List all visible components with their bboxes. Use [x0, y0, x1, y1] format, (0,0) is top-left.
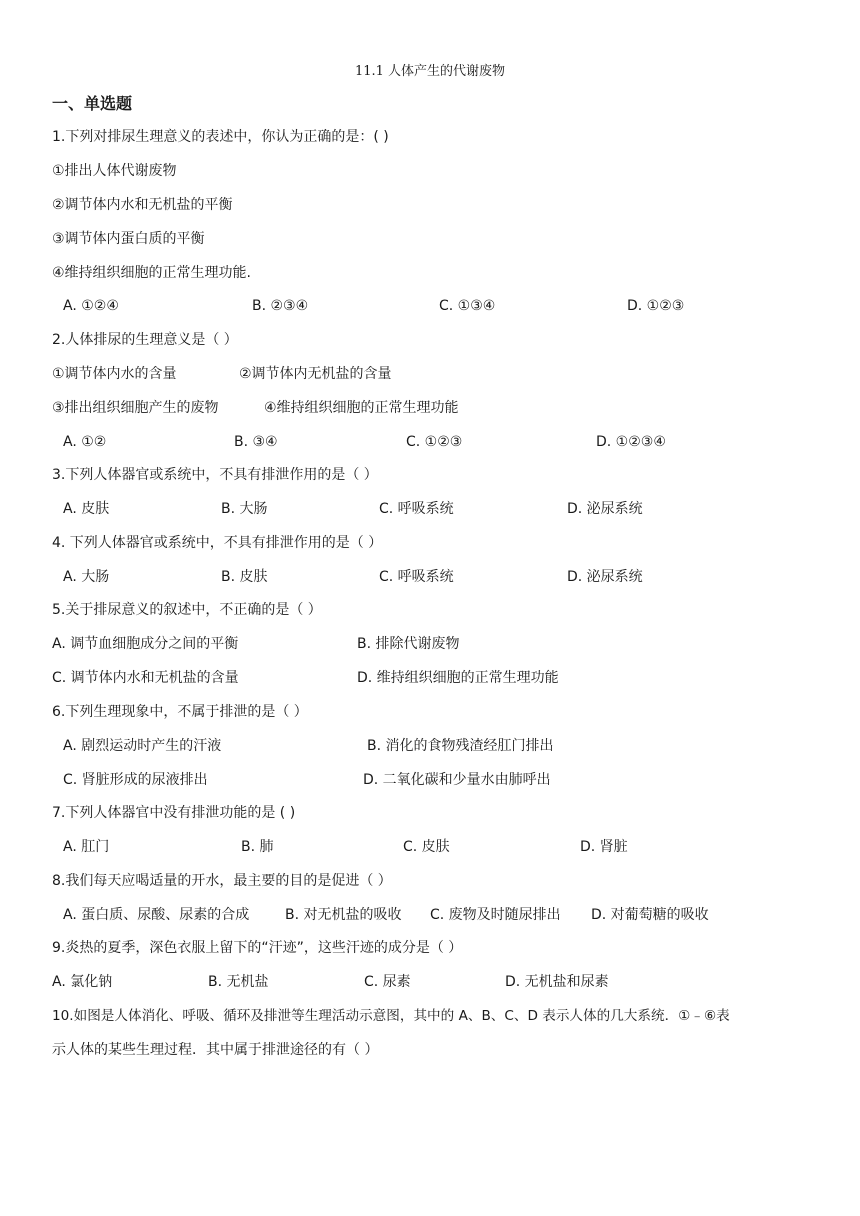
- question-3-stem: 3.下列人体器官或系统中，不具有排泄作用的是（ ）: [52, 467, 378, 483]
- question-7-option-a: A. 肛门: [63, 839, 110, 855]
- question-9-option-a: A. 氯化钠: [52, 974, 113, 990]
- question-2-option-c: C. ①②③: [406, 434, 463, 450]
- question-2-option-d: D. ①②③④: [596, 434, 666, 450]
- question-2-option-b: B. ③④: [234, 434, 278, 450]
- question-7-option-b: B. 肺: [241, 839, 274, 855]
- question-5-option-b: B. 排除代谢废物: [357, 636, 460, 652]
- question-4-option-d: D. 泌尿系统: [567, 569, 643, 585]
- question-10-stem-line-1: 10.如图是人体消化、呼吸、循环及排泄等生理活动示意图，其中的 A、B、C、D 表示人体的几大系统．①﹣⑥表: [52, 1008, 730, 1024]
- question-7-option-c: C. 皮肤: [403, 839, 450, 855]
- page-title: 11.1 人体产生的代谢废物: [354, 64, 506, 79]
- question-5-option-c: C. 调节体内水和无机盐的含量: [52, 670, 239, 686]
- question-4-stem: 4. 下列人体器官或系统中，不具有排泄作用的是（ ）: [52, 535, 383, 551]
- question-9-option-b: B. 无机盐: [208, 974, 269, 990]
- question-2-statement-1: ①调节体内水的含量: [52, 366, 177, 382]
- question-8-option-a: A. 蛋白质、尿酸、尿素的合成: [63, 907, 250, 923]
- question-1-option-c: C. ①③④: [439, 298, 496, 314]
- question-4-option-b: B. 皮肤: [221, 569, 268, 585]
- question-9-option-d: D. 无机盐和尿素: [505, 974, 609, 990]
- question-7-option-d: D. 肾脏: [580, 839, 628, 855]
- question-1-statement-2: ②调节体内水和无机盐的平衡: [52, 197, 233, 213]
- question-1-option-b: B. ②③④: [252, 298, 309, 314]
- question-7-stem: 7.下列人体器官中没有排泄功能的是 ( ): [52, 805, 296, 821]
- question-3-option-d: D. 泌尿系统: [567, 501, 643, 517]
- question-2-statement-4: ④维持组织细胞的正常生理功能: [264, 400, 459, 416]
- question-8-option-c: C. 废物及时随尿排出: [430, 907, 561, 923]
- question-8-option-d: D. 对葡萄糖的吸收: [591, 907, 709, 923]
- question-1-statement-4: ④维持组织细胞的正常生理功能.: [52, 265, 252, 281]
- question-5-stem: 5.关于排尿意义的叙述中，不正确的是（ ）: [52, 602, 322, 618]
- question-8-option-b: B. 对无机盐的吸收: [285, 907, 402, 923]
- question-6-option-c: C. 肾脏形成的尿液排出: [63, 772, 208, 788]
- question-1-option-a: A. ①②④: [63, 298, 119, 314]
- question-1-statement-1: ①排出人体代谢废物: [52, 163, 177, 179]
- question-10-stem-line-2: 示人体的某些生理过程．其中属于排泄途径的有（ ）: [52, 1042, 379, 1058]
- question-8-stem: 8.我们每天应喝适量的开水，最主要的目的是促进（ ）: [52, 873, 392, 889]
- question-3-option-b: B. 大肠: [221, 501, 268, 517]
- question-1-statement-3: ③调节体内蛋白质的平衡: [52, 231, 205, 247]
- question-3-option-c: C. 呼吸系统: [379, 501, 454, 517]
- question-6-stem: 6.下列生理现象中，不属于排泄的是（ ）: [52, 704, 308, 720]
- question-4-option-a: A. 大肠: [63, 569, 110, 585]
- question-9-option-c: C. 尿素: [364, 974, 411, 990]
- section-heading: 一、单选题: [52, 94, 133, 113]
- question-2-option-a: A. ①②: [63, 434, 107, 450]
- question-5-option-d: D. 维持组织细胞的正常生理功能: [357, 670, 559, 686]
- question-2-stem: 2.人体排尿的生理意义是（ ）: [52, 332, 238, 348]
- question-2-statement-2: ②调节体内无机盐的含量: [239, 366, 392, 382]
- question-1-option-d: D. ①②③: [627, 298, 685, 314]
- question-4-option-c: C. 呼吸系统: [379, 569, 454, 585]
- question-1-stem: 1.下列对排尿生理意义的表述中，你认为正确的是：( ): [52, 129, 389, 145]
- question-9-stem: 9.炎热的夏季，深色衣服上留下的“汗迹”，这些汗迹的成分是（ ）: [52, 940, 463, 956]
- question-2-statement-3: ③排出组织细胞产生的废物: [52, 400, 219, 416]
- question-6-option-d: D. 二氧化碳和少量水由肺呼出: [363, 772, 551, 788]
- question-3-option-a: A. 皮肤: [63, 501, 110, 517]
- question-5-option-a: A. 调节血细胞成分之间的平衡: [52, 636, 239, 652]
- question-6-option-b: B. 消化的食物残渣经肛门排出: [367, 738, 554, 754]
- question-6-option-a: A. 剧烈运动时产生的汗液: [63, 738, 222, 754]
